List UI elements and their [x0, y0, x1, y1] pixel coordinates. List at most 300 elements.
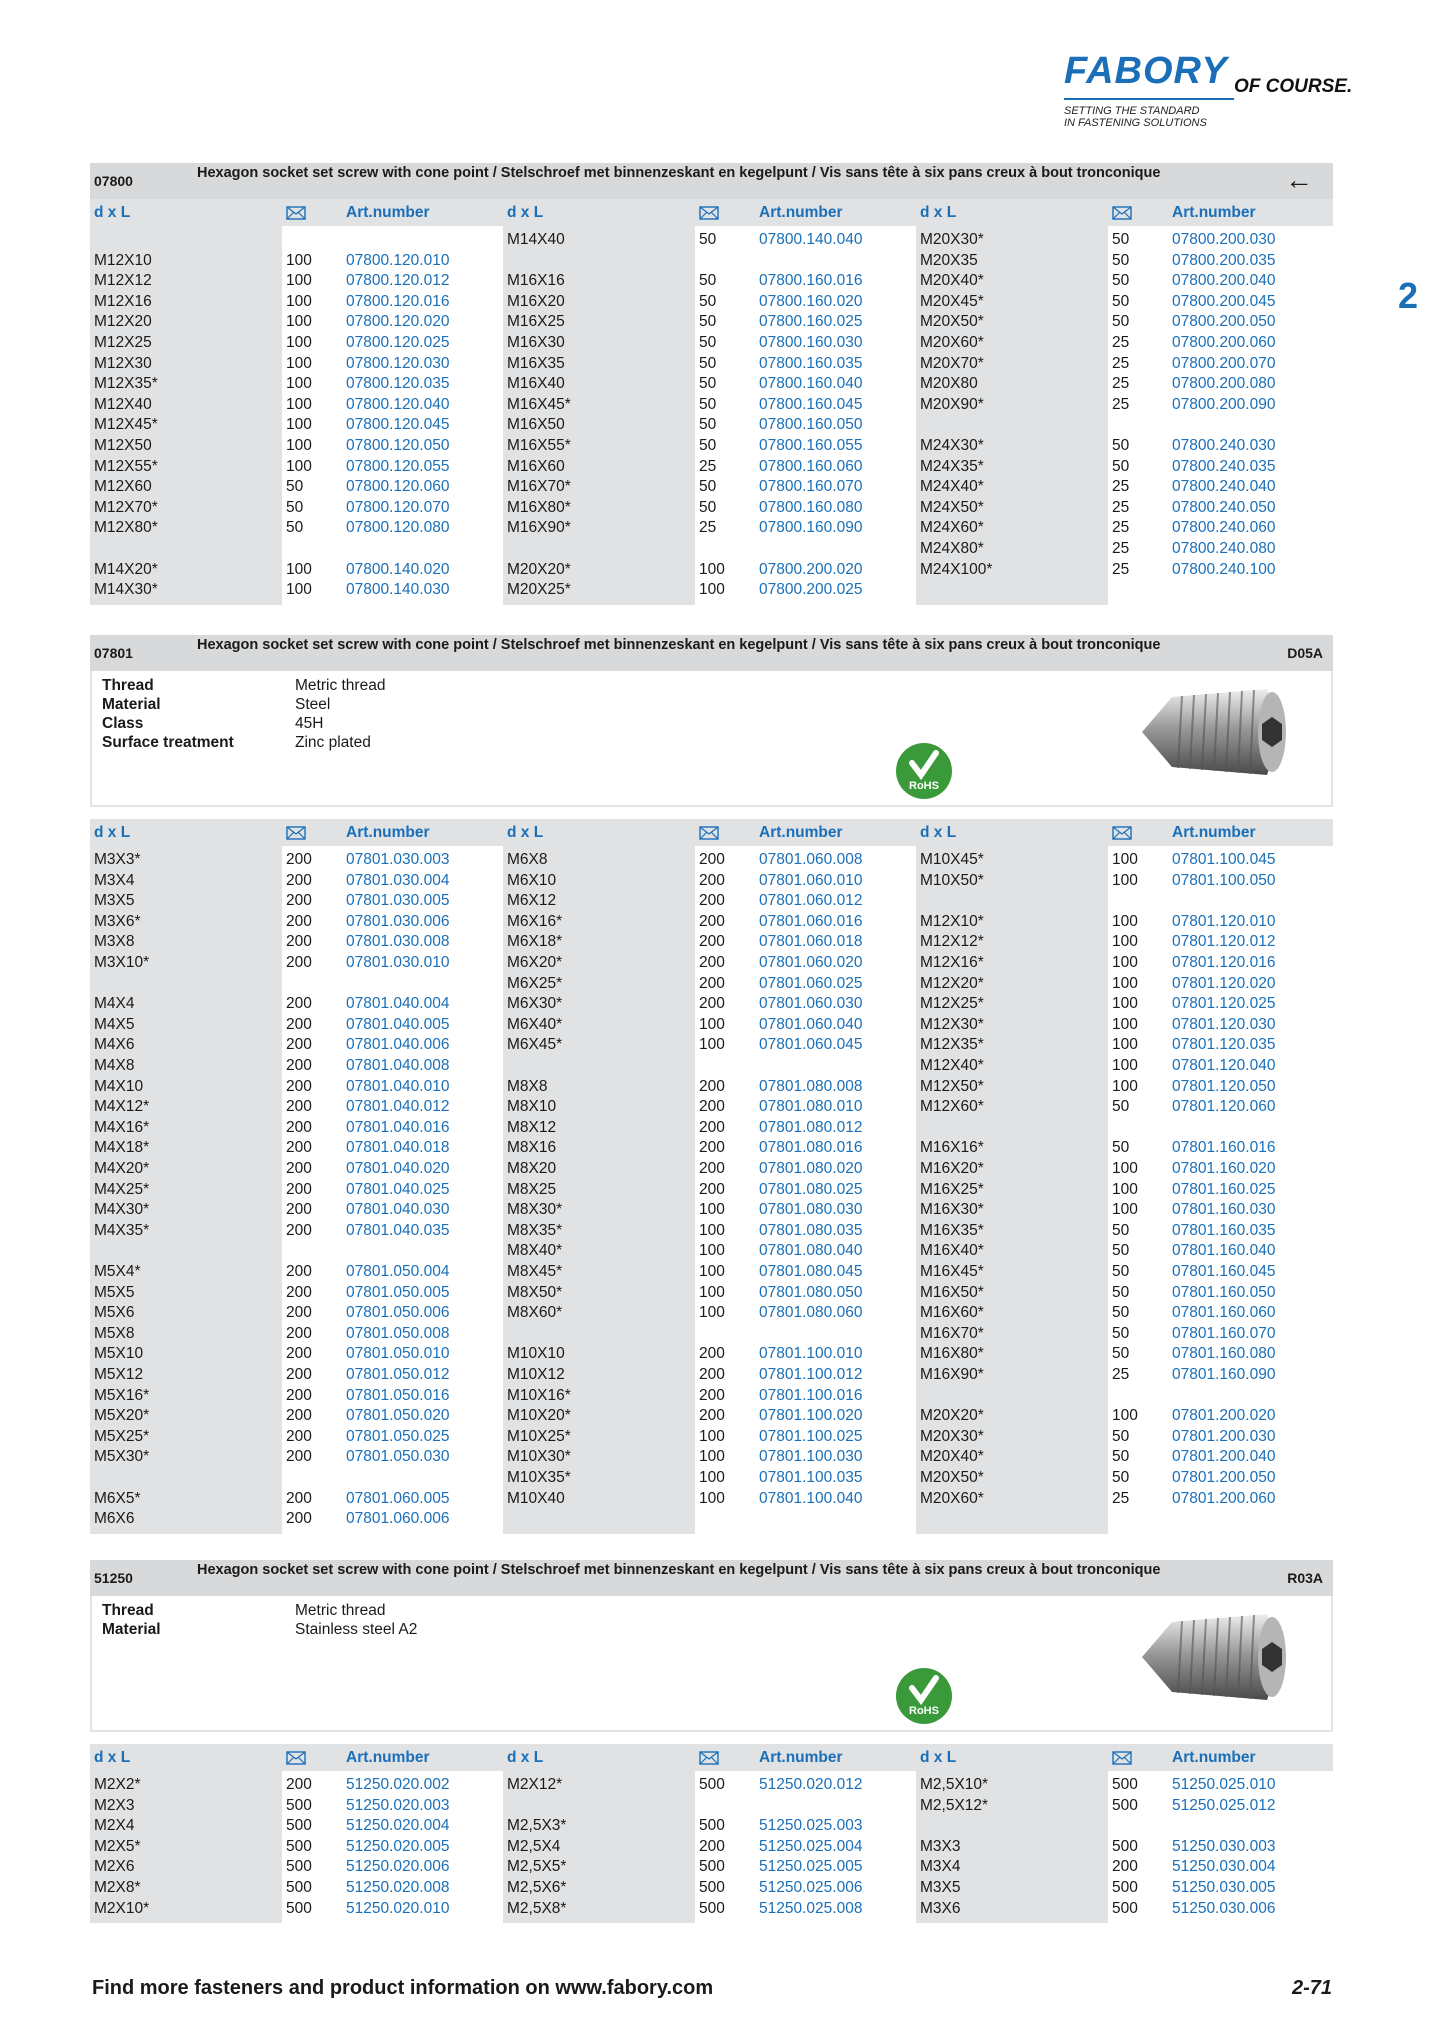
art-number-cell: 07801.160.040	[1172, 1242, 1276, 1260]
art-number-cell: 07800.160.025	[759, 313, 863, 331]
art-number-cell: 07801.120.035	[1172, 1036, 1276, 1054]
size-cell: M5X25*	[94, 1427, 150, 1445]
size-cell: M12X35*	[94, 375, 158, 393]
table-row	[90, 1324, 500, 1344]
table-row	[90, 436, 500, 456]
size-cell: M5X10	[94, 1345, 144, 1363]
size-cell: M10X10	[507, 1345, 565, 1363]
quantity-cell: 500	[699, 1776, 725, 1793]
size-cell: M5X6	[94, 1304, 135, 1322]
art-number-cell: 07800.160.040	[759, 375, 863, 393]
table-row	[90, 1816, 500, 1836]
art-number-cell: 51250.030.004	[1172, 1858, 1276, 1876]
art-number-cell: 07801.060.040	[759, 1015, 863, 1033]
art-number-cell: 07801.060.012	[759, 892, 863, 910]
table-row	[916, 1138, 1326, 1158]
product-section-07801	[90, 635, 1333, 1538]
quantity-cell: 200	[286, 1489, 312, 1507]
table-row	[503, 1816, 913, 1836]
quantity-cell: 200	[286, 1160, 312, 1177]
size-cell: M8X50*	[507, 1283, 563, 1301]
table-row	[503, 560, 913, 580]
art-number-cell: 51250.020.010	[346, 1899, 450, 1917]
table-row	[90, 230, 500, 250]
product-section-07800	[90, 163, 1333, 609]
size-cell: M2X2*	[94, 1776, 141, 1793]
table-row	[90, 1159, 500, 1179]
art-number-cell: 07801.160.016	[1172, 1139, 1276, 1157]
art-number-cell: 51250.020.002	[346, 1776, 450, 1793]
quantity-cell: 200	[699, 912, 725, 930]
quantity-cell: 200	[286, 1366, 312, 1383]
table-row	[503, 415, 913, 435]
quantity-cell: 200	[699, 1837, 725, 1855]
table-row	[503, 1180, 913, 1200]
table-row	[503, 374, 913, 394]
art-number-cell: 07800.160.050	[759, 416, 863, 434]
table-row	[916, 1015, 1326, 1035]
size-cell: M4X16*	[94, 1118, 150, 1136]
size-cell: M16X35*	[920, 1221, 984, 1239]
quantity-cell: 50	[699, 416, 717, 434]
size-cell: M6X5*	[94, 1489, 141, 1507]
art-number-cell: 07800.200.070	[1172, 354, 1276, 372]
table-row	[503, 1775, 913, 1795]
art-number-cell: 07801.160.070	[1172, 1324, 1276, 1342]
envelope-icon	[699, 826, 719, 845]
quantity-cell: 500	[699, 1899, 725, 1917]
art-number-cell: 07800.160.030	[759, 334, 863, 351]
table-row	[503, 457, 913, 477]
art-number-cell: 07801.050.010	[346, 1345, 450, 1363]
art-number-cell: 07801.060.006	[346, 1510, 450, 1528]
size-cell: M16X25	[507, 313, 565, 331]
size-cell: M5X4*	[94, 1263, 141, 1280]
table-row	[916, 312, 1326, 332]
art-number-cell: 07801.060.045	[759, 1036, 863, 1054]
table-row	[916, 1899, 1326, 1919]
size-cell: M4X10	[94, 1077, 144, 1095]
size-cell: M6X16*	[507, 912, 563, 930]
quantity-cell: 50	[699, 231, 717, 248]
logo-wordmark: FABORY	[1064, 50, 1228, 92]
size-cell: M2,5X10*	[920, 1776, 989, 1793]
quantity-cell: 50	[1112, 1304, 1130, 1322]
size-cell: M4X6	[94, 1036, 135, 1054]
table-row	[90, 333, 500, 353]
table-row	[503, 1283, 913, 1303]
table-row	[916, 560, 1326, 580]
table-row	[503, 1468, 913, 1488]
size-cell: M12X50	[94, 437, 152, 454]
size-cell: M16X16*	[920, 1139, 984, 1157]
quantity-cell: 200	[699, 851, 725, 868]
quantity-cell: 25	[1112, 560, 1130, 578]
quantity-cell: 200	[286, 1510, 312, 1528]
art-number-cell: 07801.100.050	[1172, 871, 1276, 889]
column-header-art-number: Art.number	[1172, 1749, 1256, 1766]
table-row	[916, 1816, 1326, 1836]
quantity-cell: 200	[286, 954, 312, 971]
size-cell: M12X10	[94, 251, 152, 269]
quantity-cell: 200	[699, 1139, 725, 1157]
art-number-cell: 07800.120.025	[346, 334, 450, 351]
product-table	[90, 846, 1333, 1538]
table-row	[503, 1324, 913, 1344]
quantity-cell: 100	[1112, 1201, 1138, 1219]
size-cell: M16X30*	[920, 1201, 984, 1219]
art-number-cell: 07801.040.020	[346, 1160, 450, 1177]
size-cell: M3X6	[920, 1899, 961, 1917]
column-header-size: d x L	[94, 824, 131, 841]
table-row	[503, 1118, 913, 1138]
size-cell: M16X80*	[920, 1345, 984, 1363]
table-row	[916, 457, 1326, 477]
quantity-cell: 25	[1112, 519, 1130, 537]
quantity-cell: 50	[1112, 1427, 1130, 1445]
table-row	[90, 251, 500, 271]
size-cell: M24X60*	[920, 519, 984, 537]
art-number-cell: 07801.050.006	[346, 1304, 450, 1322]
quantity-cell: 200	[286, 1283, 312, 1301]
size-cell: M8X35*	[507, 1221, 563, 1239]
table-row	[503, 1899, 913, 1919]
art-number-cell: 07800.160.035	[759, 354, 863, 372]
property-label: Thread	[102, 677, 154, 694]
table-row	[916, 1878, 1326, 1898]
art-number-cell: 07801.050.025	[346, 1427, 450, 1445]
art-number-cell: 07800.140.040	[759, 231, 863, 248]
art-number-cell: 07801.100.030	[759, 1448, 863, 1466]
size-cell: M14X20*	[94, 560, 158, 578]
quantity-cell: 100	[1112, 1077, 1138, 1095]
size-cell: M16X20	[507, 292, 565, 310]
size-cell: M6X18*	[507, 933, 563, 951]
quantity-cell: 200	[699, 995, 725, 1013]
quantity-cell: 200	[286, 1221, 312, 1239]
size-cell: M2X6	[94, 1858, 135, 1876]
art-number-cell: 51250.020.004	[346, 1817, 450, 1835]
size-cell: M2,5X12*	[920, 1796, 989, 1814]
table-row	[503, 436, 913, 456]
size-cell: M4X25*	[94, 1180, 150, 1198]
table-row	[916, 1097, 1326, 1117]
art-number-cell: 07801.100.012	[759, 1366, 863, 1383]
size-cell: M6X25*	[507, 974, 563, 992]
art-number-cell: 07801.100.010	[759, 1345, 863, 1363]
quantity-cell: 500	[286, 1837, 312, 1855]
art-number-cell: 07800.120.060	[346, 478, 450, 496]
table-row	[503, 333, 913, 353]
quantity-cell: 100	[286, 272, 312, 290]
size-cell: M2,5X4	[507, 1837, 561, 1855]
art-number-cell: 07801.100.045	[1172, 851, 1276, 868]
quantity-cell: 100	[699, 1304, 725, 1322]
section-code: 07800	[94, 173, 133, 189]
art-number-cell: 07801.040.030	[346, 1201, 450, 1219]
section-ref-code: D05A	[1287, 645, 1323, 661]
art-number-cell: 07800.120.045	[346, 416, 450, 434]
quantity-cell: 50	[699, 334, 717, 351]
quantity-cell: 200	[286, 1776, 312, 1793]
art-number-cell: 07800.160.070	[759, 478, 863, 496]
art-number-cell: 07801.040.025	[346, 1180, 450, 1198]
table-row	[90, 1221, 500, 1241]
table-row	[90, 891, 500, 911]
quantity-cell: 25	[1112, 1489, 1130, 1507]
table-row	[503, 912, 913, 932]
size-cell: M6X8	[507, 851, 548, 868]
art-number-cell: 07800.240.050	[1172, 498, 1276, 516]
table-row	[90, 1180, 500, 1200]
table-row	[90, 850, 500, 870]
size-cell: M16X90*	[920, 1366, 984, 1383]
section-title: Hexagon socket set screw with cone point / Stelschroef met binnenzeskant en kegelpunt / Vis sans tête à six pans creux à bout tronconique	[197, 165, 1161, 181]
quantity-cell: 100	[1112, 912, 1138, 930]
column-header-size: d x L	[920, 824, 957, 841]
art-number-cell: 07801.120.025	[1172, 995, 1276, 1013]
quantity-cell: 200	[286, 1036, 312, 1054]
quantity-cell: 100	[286, 313, 312, 331]
column-header-bar	[90, 1744, 1333, 1771]
art-number-cell: 51250.030.005	[1172, 1879, 1276, 1896]
table-row	[503, 932, 913, 952]
table-row	[916, 1303, 1326, 1323]
table-row	[90, 1015, 500, 1035]
size-cell: M10X35*	[507, 1469, 571, 1486]
quantity-cell: 200	[699, 954, 725, 971]
table-row	[90, 1386, 500, 1406]
quantity-cell: 200	[286, 1015, 312, 1033]
size-cell: M16X50	[507, 416, 565, 434]
table-row	[916, 1221, 1326, 1241]
section-title: Hexagon socket set screw with cone point / Stelschroef met binnenzeskant en kegelpunt / Vis sans tête à six pans creux à bout tronconique	[197, 1562, 1161, 1578]
table-row	[503, 498, 913, 518]
table-row	[916, 1468, 1326, 1488]
table-row	[503, 1386, 913, 1406]
table-row	[90, 1365, 500, 1385]
art-number-cell: 07800.240.080	[1172, 540, 1276, 557]
quantity-cell: 50	[286, 498, 304, 516]
size-cell: M16X80*	[507, 498, 571, 516]
quantity-cell: 100	[1112, 974, 1138, 992]
table-row	[916, 1159, 1326, 1179]
size-cell: M8X30*	[507, 1201, 563, 1219]
size-cell: M24X80*	[920, 540, 984, 557]
table-row	[916, 1200, 1326, 1220]
table-row	[90, 1035, 500, 1055]
table-row	[503, 1796, 913, 1816]
size-cell: M10X16*	[507, 1386, 571, 1404]
size-cell: M24X30*	[920, 437, 984, 454]
art-number-cell: 07801.060.030	[759, 995, 863, 1013]
quantity-cell: 200	[699, 871, 725, 889]
table-row	[90, 1056, 500, 1076]
art-number-cell: 07800.120.030	[346, 354, 450, 372]
quantity-cell: 100	[286, 354, 312, 372]
table-row	[503, 1200, 913, 1220]
art-number-cell: 07801.200.050	[1172, 1469, 1276, 1486]
table-row	[916, 1406, 1326, 1426]
section-ref-code: R03A	[1287, 1570, 1323, 1586]
quantity-cell: 50	[699, 395, 717, 413]
art-number-cell: 07800.240.060	[1172, 519, 1276, 537]
set-screw-image	[1132, 677, 1292, 787]
art-number-cell: 07801.120.020	[1172, 974, 1276, 992]
quantity-cell: 50	[1112, 1469, 1130, 1486]
size-cell: M16X20*	[920, 1160, 984, 1177]
table-row	[916, 912, 1326, 932]
table-row	[90, 271, 500, 291]
column-header-art-number: Art.number	[759, 204, 843, 221]
table-row	[916, 1427, 1326, 1447]
quantity-cell: 200	[286, 1427, 312, 1445]
quantity-cell: 50	[1112, 272, 1130, 290]
logo-slogan: OF COURSE.	[1234, 76, 1353, 97]
table-row	[916, 333, 1326, 353]
size-cell: M2X12*	[507, 1776, 563, 1793]
table-row	[916, 271, 1326, 291]
envelope-icon	[1112, 206, 1132, 225]
art-number-cell: 07801.160.025	[1172, 1180, 1276, 1198]
table-row	[503, 1406, 913, 1426]
logo-tagline-line-2: IN FASTENING SOLUTIONS	[1064, 117, 1207, 129]
table-row	[503, 477, 913, 497]
art-number-cell: 07800.200.025	[759, 581, 863, 599]
column-header-art-number: Art.number	[759, 1749, 843, 1766]
column-header-size: d x L	[920, 1749, 957, 1766]
quantity-cell: 100	[286, 292, 312, 310]
section-title: Hexagon socket set screw with cone point / Stelschroef met binnenzeskant en kegelpunt / Vis sans tête à six pans creux à bout tronconique	[197, 637, 1161, 653]
property-value: Metric thread	[295, 677, 386, 694]
art-number-cell: 07801.160.080	[1172, 1345, 1276, 1363]
quantity-cell: 100	[1112, 851, 1138, 868]
art-number-cell: 07800.160.020	[759, 292, 863, 310]
table-row	[90, 953, 500, 973]
column-header-size: d x L	[507, 204, 544, 221]
table-row	[90, 374, 500, 394]
size-cell: M12X30	[94, 354, 152, 372]
quantity-cell: 500	[1112, 1796, 1138, 1814]
size-cell: M16X16	[507, 272, 565, 290]
table-row	[503, 1365, 913, 1385]
size-cell: M10X30*	[507, 1448, 571, 1466]
size-cell: M12X10*	[920, 912, 984, 930]
table-row	[90, 1077, 500, 1097]
size-cell: M6X45*	[507, 1036, 563, 1054]
table-row	[90, 1837, 500, 1857]
art-number-cell: 07801.060.016	[759, 912, 863, 930]
quantity-cell: 200	[286, 995, 312, 1013]
table-row	[916, 415, 1326, 435]
size-cell: M12X20	[94, 313, 152, 331]
quantity-cell: 100	[699, 1283, 725, 1301]
table-row	[503, 312, 913, 332]
size-cell: M3X4	[94, 871, 135, 889]
table-row	[90, 1200, 500, 1220]
product-table	[90, 226, 1333, 609]
property-value: Zinc plated	[295, 734, 371, 751]
quantity-cell: 200	[286, 1448, 312, 1466]
art-number-cell: 07800.200.020	[759, 560, 863, 578]
quantity-cell: 200	[699, 1407, 725, 1425]
property-value: 45H	[295, 715, 324, 732]
art-number-cell: 07800.240.030	[1172, 437, 1276, 454]
art-number-cell: 07801.030.005	[346, 892, 450, 910]
table-row	[90, 932, 500, 952]
size-cell: M12X40	[94, 395, 152, 413]
size-cell: M5X8	[94, 1324, 135, 1342]
quantity-cell: 100	[1112, 1057, 1138, 1074]
quantity-cell: 200	[699, 1180, 725, 1198]
size-cell: M4X8	[94, 1057, 135, 1074]
art-number-cell: 07801.160.050	[1172, 1283, 1276, 1301]
envelope-icon	[286, 1751, 306, 1770]
table-row	[916, 1857, 1326, 1877]
size-cell: M6X40*	[507, 1015, 563, 1033]
size-cell: M12X60	[94, 478, 152, 496]
table-row	[90, 1427, 500, 1447]
size-cell: M20X40*	[920, 272, 984, 290]
size-cell: M20X50*	[920, 1469, 984, 1486]
table-row	[90, 1447, 500, 1467]
art-number-cell: 07801.080.045	[759, 1263, 863, 1280]
art-number-cell: 07801.060.010	[759, 871, 863, 889]
quantity-cell: 100	[699, 1036, 725, 1054]
size-cell: M3X4	[920, 1858, 961, 1876]
size-cell: M8X10	[507, 1098, 557, 1116]
product-section-51250	[90, 1560, 1333, 1927]
quantity-cell: 100	[699, 1469, 725, 1486]
size-cell: M10X25*	[507, 1427, 571, 1445]
size-cell: M8X40*	[507, 1242, 563, 1260]
quantity-cell: 25	[1112, 354, 1130, 372]
size-cell: M8X25	[507, 1180, 557, 1198]
art-number-cell: 07801.050.005	[346, 1283, 450, 1301]
art-number-cell: 07800.140.030	[346, 581, 450, 599]
table-row	[916, 1386, 1326, 1406]
size-cell: M3X8	[94, 933, 135, 951]
envelope-icon	[286, 826, 306, 845]
quantity-cell: 200	[699, 974, 725, 992]
quantity-cell: 100	[699, 560, 725, 578]
art-number-cell: 07801.050.020	[346, 1407, 450, 1425]
table-row	[916, 1344, 1326, 1364]
table-row	[90, 457, 500, 477]
quantity-cell: 500	[286, 1879, 312, 1896]
table-row	[916, 1796, 1326, 1816]
size-cell: M24X35*	[920, 457, 984, 475]
quantity-cell: 200	[286, 1180, 312, 1198]
fabory-logo	[1064, 50, 1364, 132]
art-number-cell: 07800.120.020	[346, 313, 450, 331]
size-cell: M20X20*	[920, 1407, 984, 1425]
column-header-size: d x L	[507, 1749, 544, 1766]
art-number-cell: 07801.200.060	[1172, 1489, 1276, 1507]
size-cell: M5X30*	[94, 1448, 150, 1466]
size-cell: M4X4	[94, 995, 135, 1013]
quantity-cell: 200	[286, 871, 312, 889]
size-cell: M16X40*	[920, 1242, 984, 1260]
quantity-cell: 50	[1112, 1263, 1130, 1280]
table-row	[90, 1509, 500, 1529]
art-number-cell: 51250.025.003	[759, 1817, 863, 1835]
art-number-cell: 07800.240.100	[1172, 560, 1276, 578]
quantity-cell: 100	[699, 1221, 725, 1239]
set-screw-image	[1132, 1602, 1292, 1712]
art-number-cell: 07800.120.035	[346, 375, 450, 393]
table-row	[90, 994, 500, 1014]
